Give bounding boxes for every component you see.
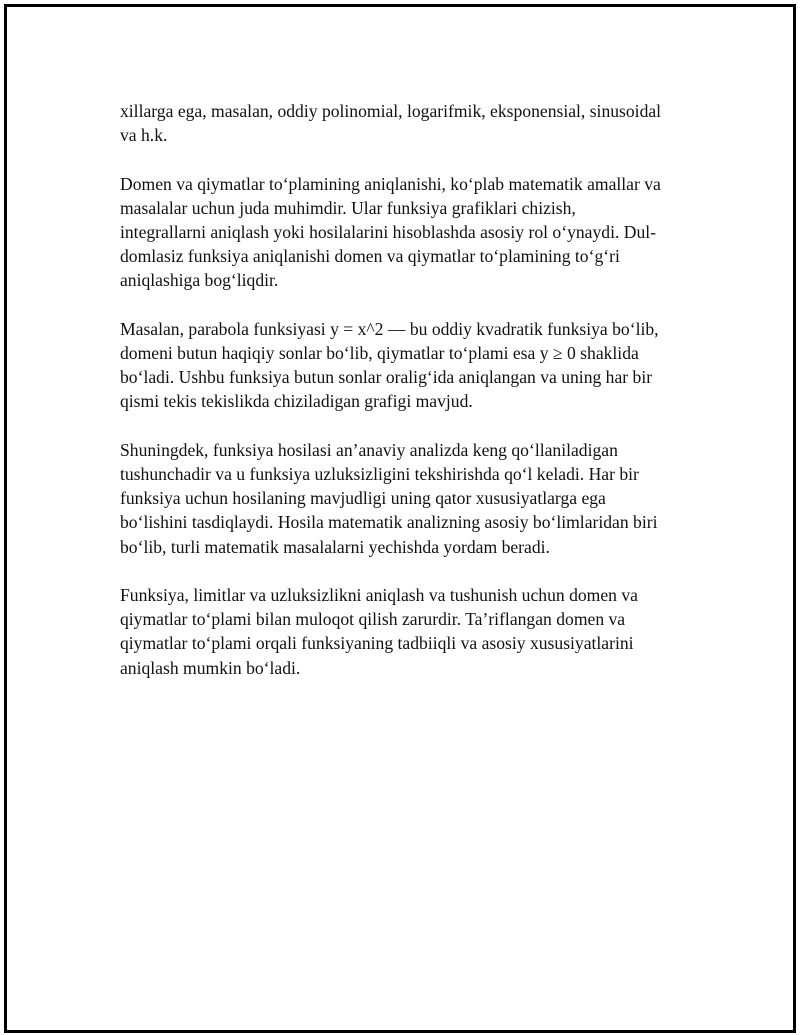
page-frame — [4, 4, 796, 1033]
paragraph-2: Domen va qiymatlar to‘plamining aniqlanishi, ko‘plab matematik amallar va masalalar uchun juda muhimdir. Ular funksiya grafiklari chizish, integrallarni aniqlash yoki hosilalarini hisoblashda asosiy rol o‘ynaydi. Dul- domlasiz funksiya aniqlanishi domen va qiymatlar to‘plamining to‘g‘ri aniqlashiga bog‘liqdir. — [120, 173, 661, 291]
page-content — [120, 99, 700, 704]
paragraph-5: Funksiya, limitlar va uzluksizlikni aniqlash va tushunish uchun domen va qiymatlar to‘plami bilan muloqot qilish zarurdir. Ta’riflangan domen va qiymatlar to‘plami orqali funksiyaning tadbiiqli va asosiy xususiyatlarini aniqlash mumkin bo‘ladi. — [120, 585, 638, 678]
paragraph-3: Masalan, parabola funksiyasi y = x^2 — bu oddiy kvadratik funksiya bo‘lib, domeni butun haqiqiy sonlar bo‘lib, qiymatlar to‘plami esa y ≥ 0 shaklida bo‘ladi. Ushbu funksiya butun sonlar oralig‘ida aniqlangan va uning har bir qismi tekis tekislikda chiziladigan grafigi mavjud. — [120, 318, 659, 412]
paragraph-4: Shuningdek, funksiya hosilasi an’anaviy analizda keng qo‘llaniladigan tushunchadir va u funksiya uzluksizligini tekshirishda qo‘l keladi. Har bir funksiya uchun hosilaning mavjudligi uning qator xususiyatlarga ega bo‘lishini tasdiqlaydi. Hosila matematik analizning asosiy bo‘limlaridan biri bo‘lib, turli matematik masalalarni yechishda yordam beradi. — [120, 439, 658, 557]
paragraph-1: xillarga ega, masalan, oddiy polinomial, logarifmik, eksponensial, sinusoidal va h.k. — [120, 101, 662, 146]
